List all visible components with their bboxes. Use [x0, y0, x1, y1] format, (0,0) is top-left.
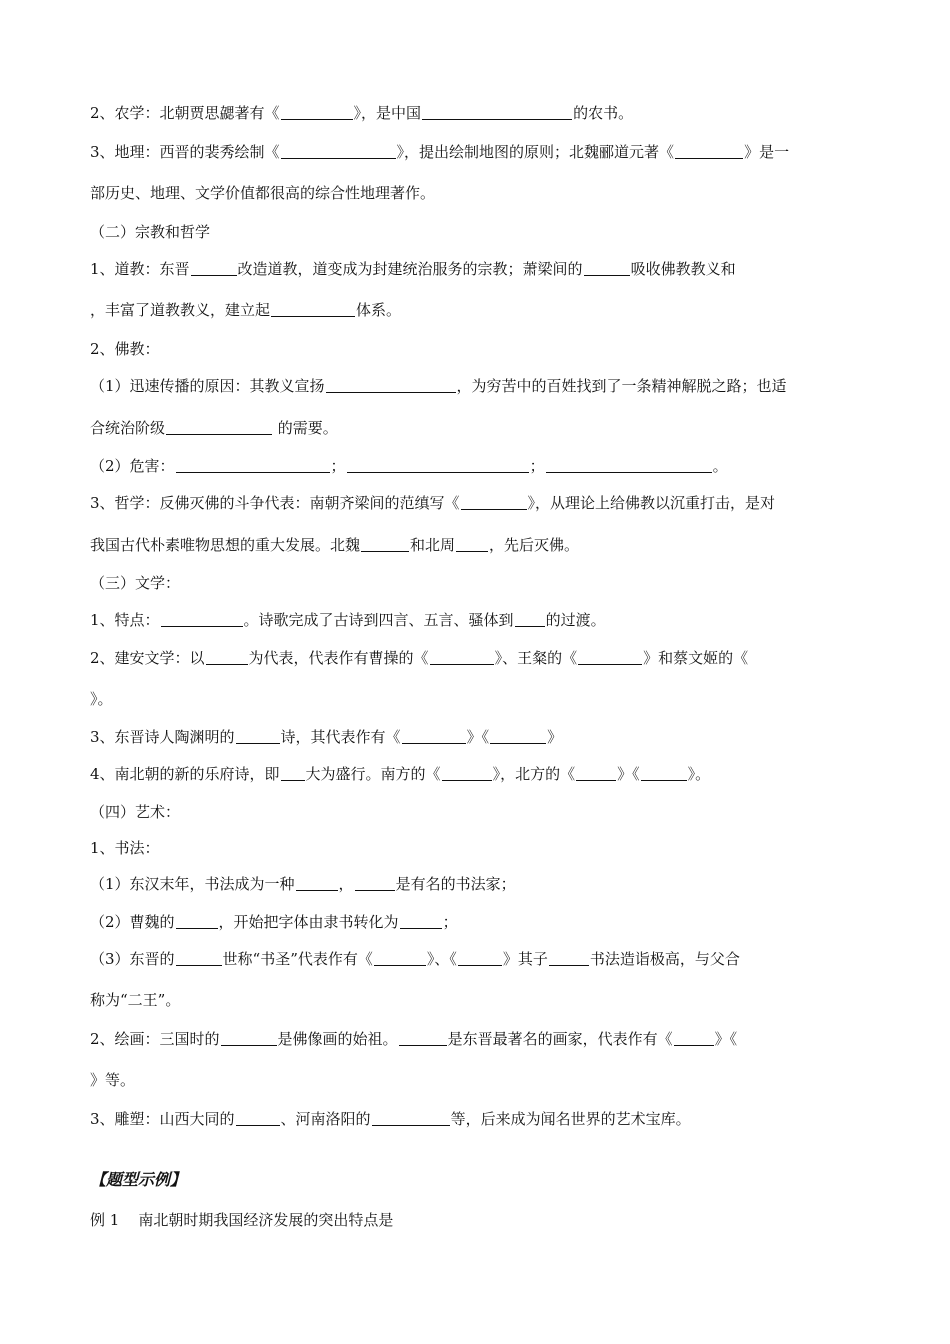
- blank: [456, 537, 488, 552]
- text-segment: 例 1 南北朝时期我国经济发展的突出特点是: [90, 1211, 394, 1229]
- text-segment: 4、南北朝的新的乐府诗，即: [90, 765, 280, 783]
- text-segment: 2、佛教：: [90, 340, 160, 358]
- text-segment: 》《: [617, 765, 640, 783]
- text-segment: ，丰富了道教教义，建立起: [90, 301, 271, 319]
- blank: [458, 951, 502, 966]
- text-segment: ，开始把字体由隶书转化为: [218, 913, 399, 931]
- calligraphy-line-2: [90, 912, 870, 932]
- section-heading-literature: [90, 573, 870, 593]
- text-segment: 》其子: [502, 950, 548, 968]
- text-segment: 等，后来成为闻名世界的艺术宝库。: [450, 1110, 691, 1128]
- blank: [176, 458, 330, 473]
- text-segment: 1、特点：: [90, 611, 160, 629]
- text-segment: 吸收佛教教义和: [630, 260, 736, 278]
- text-segment: 我国古代朴素唯物思想的重大发展。北魏: [90, 536, 361, 554]
- blank: [584, 261, 630, 276]
- blank: [355, 876, 395, 891]
- philosophy-line: [90, 493, 870, 513]
- example-1-question: [90, 1210, 870, 1230]
- text-segment: 世称“书圣”代表作有《: [222, 950, 373, 968]
- text-segment: 》，提出绘制地图的原则；北魏郦道元著《: [396, 143, 675, 161]
- agriculture-line: [90, 103, 870, 123]
- text-segment: 3、地理：西晋的裴秀绘制《: [90, 143, 280, 161]
- blank: [166, 420, 272, 435]
- text-segment: 的农书。: [573, 104, 634, 122]
- text-segment: 3、雕塑：山西大同的: [90, 1110, 235, 1128]
- blank: [399, 1031, 447, 1046]
- text-segment: 是佛像画的始祖。: [277, 1030, 398, 1048]
- text-segment: 改造道教，道变成为封建统治服务的宗教；萧梁间的: [237, 260, 583, 278]
- text-segment: 》，北方的《: [492, 765, 576, 783]
- text-segment: ，先后灭佛。: [489, 536, 580, 554]
- text-segment: 合统治阶级: [90, 419, 166, 437]
- text-segment: ；: [529, 457, 545, 475]
- text-segment: （四）艺术：: [90, 803, 181, 821]
- text-segment: 1、书法：: [90, 839, 160, 857]
- text-segment: 是东晋最著名的画家，代表作有《: [447, 1030, 673, 1048]
- blank: [281, 144, 396, 159]
- text-segment: 2、绘画：三国时的: [90, 1030, 220, 1048]
- text-segment: ，: [338, 875, 354, 893]
- text-segment: 是有名的书法家；: [395, 875, 516, 893]
- text-segment: 》，从理论上给佛教以沉重打击，是对: [527, 494, 776, 512]
- blank: [400, 914, 442, 929]
- text-segment: 和北周: [410, 536, 456, 554]
- buddhism-reason-cont: [90, 418, 870, 438]
- blank: [206, 650, 248, 665]
- text-segment: 诗，其代表作有《: [280, 728, 401, 746]
- text-segment: 为代表，代表作有曹操的《: [248, 649, 429, 667]
- text-segment: 。诗歌完成了古诗到四言、五言、骚体到: [243, 611, 514, 629]
- buddhism-heading: [90, 339, 870, 359]
- calligraphy-line-3-cont: [90, 990, 870, 1010]
- taoism-line-cont: [90, 300, 870, 320]
- text-segment: 》。: [687, 765, 711, 783]
- blank: [191, 261, 237, 276]
- text-segment: 。: [712, 457, 728, 475]
- blank: [296, 876, 338, 891]
- text-segment: 3、哲学：反佛灭佛的斗争代表：南朝齐梁间的范缜写《: [90, 494, 460, 512]
- blank: [422, 105, 572, 120]
- text-segment: （2）曹魏的: [90, 913, 175, 931]
- example-section-heading: [90, 1170, 870, 1190]
- blank: [236, 1111, 280, 1126]
- blank: [675, 144, 743, 159]
- text-segment: 【题型示例】: [90, 1170, 187, 1189]
- text-segment: （1）迅速传播的原因：其教义宣扬: [90, 377, 325, 395]
- section-heading-art: [90, 802, 870, 822]
- buddhism-harm-line: [90, 456, 870, 476]
- section-heading-religion: [90, 222, 870, 242]
- philosophy-line-cont: [90, 535, 870, 555]
- blank: [281, 766, 305, 781]
- blank: [326, 378, 456, 393]
- text-segment: 》《: [466, 728, 490, 746]
- blank: [461, 495, 527, 510]
- text-segment: 》、《: [426, 950, 457, 968]
- painting-line-cont: [90, 1070, 870, 1090]
- text-segment: 》《: [714, 1030, 738, 1048]
- text-segment: 大为盛行。南方的《: [305, 765, 441, 783]
- calligraphy-line-3: [90, 949, 870, 969]
- blank: [430, 650, 494, 665]
- text-segment: 1、道教：东晋: [90, 260, 190, 278]
- blank: [549, 951, 589, 966]
- text-segment: 》: [547, 728, 563, 746]
- text-segment: ；: [330, 457, 346, 475]
- blank: [347, 458, 529, 473]
- text-segment: （3）东晋的: [90, 950, 175, 968]
- text-segment: 部历史、地理、文学价值都很高的综合性地理著作。: [90, 184, 436, 202]
- yuefu-line: [90, 764, 870, 784]
- text-segment: 、河南洛阳的: [280, 1110, 371, 1128]
- text-segment: 书法造诣极高，与父合: [589, 950, 740, 968]
- blank: [490, 729, 546, 744]
- text-segment: 2、建安文学：以: [90, 649, 205, 667]
- blank: [578, 650, 642, 665]
- blank: [641, 766, 687, 781]
- text-segment: 称为“二王”。: [90, 991, 181, 1009]
- text-segment: ，为穷苦中的百姓找到了一条精神解脱之路；也适: [456, 377, 787, 395]
- blank: [576, 766, 616, 781]
- literature-features-line: [90, 610, 870, 630]
- text-segment: 》和蔡文姬的《: [643, 649, 749, 667]
- blank: [236, 729, 280, 744]
- blank: [515, 612, 545, 627]
- text-segment: （2）危害：: [90, 457, 175, 475]
- blank: [281, 105, 353, 120]
- text-segment: （三）文学：: [90, 574, 181, 592]
- blank: [361, 537, 409, 552]
- text-segment: 的需要。: [273, 419, 338, 437]
- text-segment: ；: [442, 913, 458, 931]
- geography-line-cont: [90, 183, 870, 203]
- blank: [221, 1031, 277, 1046]
- sculpture-line: [90, 1109, 870, 1129]
- text-segment: 》等。: [90, 1071, 136, 1089]
- blank: [161, 612, 243, 627]
- blank: [271, 302, 355, 317]
- calligraphy-heading: [90, 838, 870, 858]
- text-segment: 的过渡。: [545, 611, 606, 629]
- blank: [372, 1111, 450, 1126]
- text-segment: 2、农学：北朝贾思勰著有《: [90, 104, 280, 122]
- text-segment: 》、王粲的《: [494, 649, 578, 667]
- blank: [176, 951, 222, 966]
- jian-an-line-cont: [90, 689, 870, 709]
- text-segment: 》，是中国: [353, 104, 422, 122]
- blank: [546, 458, 712, 473]
- text-segment: 3、东晋诗人陶渊明的: [90, 728, 235, 746]
- blank: [402, 729, 466, 744]
- blank: [176, 914, 218, 929]
- text-segment: 体系。: [356, 301, 402, 319]
- painting-line: [90, 1029, 870, 1049]
- text-segment: （二）宗教和哲学: [90, 223, 211, 241]
- text-segment: 》是一: [744, 143, 790, 161]
- buddhism-reason-line: [90, 376, 870, 396]
- blank: [374, 951, 426, 966]
- calligraphy-line-1: [90, 874, 870, 894]
- geography-line: [90, 142, 870, 162]
- tao-yuanming-line: [90, 727, 870, 747]
- taoism-line: [90, 259, 870, 279]
- blank: [442, 766, 492, 781]
- blank: [674, 1031, 714, 1046]
- jian-an-line: [90, 648, 870, 668]
- text-segment: （1）东汉末年，书法成为一种: [90, 875, 295, 893]
- text-segment: 》。: [90, 690, 113, 708]
